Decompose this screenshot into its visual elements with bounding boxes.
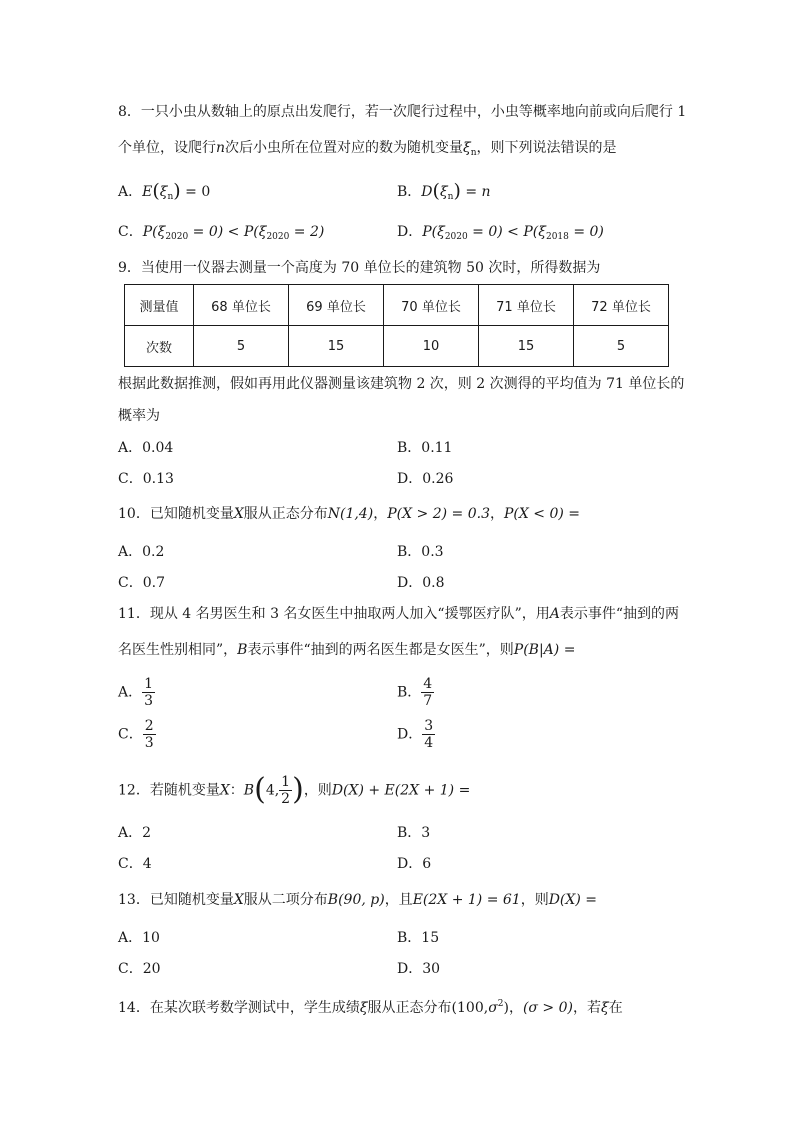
q9-option-a[interactable]: A．0.04 [118, 440, 174, 456]
table-row [125, 285, 669, 326]
table-cell: 10 [384, 326, 479, 367]
q9-stem: 9．当使用一仪器去测量一个高度为 70 单位长的建筑物 50 次时，所得数据为 [118, 260, 601, 276]
q12-option-b[interactable]: B．3 [397, 825, 431, 841]
q9-option-d[interactable]: D．0.26 [397, 471, 454, 487]
q8-option-a[interactable]: A．$E(\xi_n) = 0$ [118, 180, 211, 202]
q11-option-b[interactable]: B． $\frac{4}{7}$ [397, 676, 433, 709]
q12-option-d[interactable]: D．6 [397, 856, 432, 872]
table-cell: 次数 [125, 326, 194, 367]
q8-option-b[interactable]: B．$D(\xi_n) = n$ [397, 180, 491, 202]
q8-option-c[interactable]: C．$P(\xi_{2020} = 0) < P(\xi_{2020} = 2)$ [118, 224, 325, 242]
q10-option-a[interactable]: A．0.2 [118, 544, 165, 560]
table-cell: 15 [479, 326, 574, 367]
q11-option-a[interactable]: A． $\frac{1}{3}$ [118, 676, 154, 709]
q14-stem: 14．在某次联考数学测试中，学生成绩ξ服从正态分布$(100,\sigma^2)$，(σ > 0)，若ξ在 [118, 999, 623, 1016]
q12-stem: 12．若随机变量X：B(4, $\frac{1}{2}$ )，则D(X) + E(2X + 1) = [118, 771, 471, 807]
q13-option-c[interactable]: C．20 [118, 961, 161, 977]
table-row [125, 326, 669, 367]
q13-option-d[interactable]: D．30 [397, 961, 441, 977]
table-header-cell: 测量值 [125, 285, 194, 326]
table-cell: 15 [289, 326, 384, 367]
table-cell: 5 [574, 326, 669, 367]
q9-option-b[interactable]: B．0.11 [397, 440, 453, 456]
table-header-cell: 72 单位长 [574, 285, 669, 326]
q11-option-d[interactable]: D． $\frac{3}{4}$ [397, 718, 434, 751]
q8-option-d[interactable]: D．$P(\xi_{2020} = 0) < P(\xi_{2018} = 0)$ [397, 224, 604, 242]
table-header-cell: 68 单位长 [194, 285, 289, 326]
fraction: $\frac{1}{3}$ [144, 676, 154, 709]
q9-data-table [124, 284, 669, 367]
q13-stem: 13．已知随机变量X服从二项分布B(90, p)，且E(2X + 1) = 61，则D(X) = [118, 892, 597, 908]
q13-option-a[interactable]: A．10 [118, 930, 160, 946]
q9-after-line2: 概率为 [118, 408, 160, 424]
fraction: $\frac{1}{2}$ [281, 774, 291, 807]
q10-option-c[interactable]: C．0.7 [118, 575, 165, 591]
q10-stem: 10．已知随机变量X服从正态分布N(1,4)，P(X > 2) = 0.3，P(X < 0) = [118, 506, 581, 522]
q11-stem-line1: 11．现从 4 名男医生和 3 名女医生中抽取两人加入“援鄂医疗队”，用A表示事件“抽到的两 [118, 606, 680, 622]
q12-option-a[interactable]: A．2 [118, 825, 152, 841]
q12-option-c[interactable]: C．4 [118, 856, 152, 872]
q8-stem-line2: 个单位，设爬行n次后小虫所在位置对应的数为随机变量$\xi_n$，则下列说法错误的是 [118, 140, 617, 158]
q8-stem-line1: 8．一只小虫从数轴上的原点出发爬行，若一次爬行过程中，小虫等概率地向前或向后爬行 1 [118, 104, 687, 120]
q10-option-d[interactable]: D．0.8 [397, 575, 445, 591]
q10-option-b[interactable]: B．0.3 [397, 544, 444, 560]
q11-option-c[interactable]: C． $\frac{2}{3}$ [118, 718, 154, 751]
q13-option-b[interactable]: B．15 [397, 930, 440, 946]
fraction: $\frac{3}{4}$ [424, 718, 434, 751]
fraction: $\frac{4}{7}$ [423, 676, 433, 709]
q9-after-line1: 根据此数据推测，假如再用此仪器测量该建筑物 2 次，则 2 次测得的平均值为 71 单位长的 [118, 376, 685, 392]
q11-stem-line2: 名医生性别相同”，B表示事件“抽到的两名医生都是女医生”，则P(B|A) = [118, 642, 576, 658]
table-header-cell: 71 单位长 [479, 285, 574, 326]
fraction: $\frac{2}{3}$ [144, 718, 154, 751]
q9-option-c[interactable]: C．0.13 [118, 471, 174, 487]
table-header-cell: 70 单位长 [384, 285, 479, 326]
table-header-cell: 69 单位长 [289, 285, 384, 326]
table-cell: 5 [194, 326, 289, 367]
